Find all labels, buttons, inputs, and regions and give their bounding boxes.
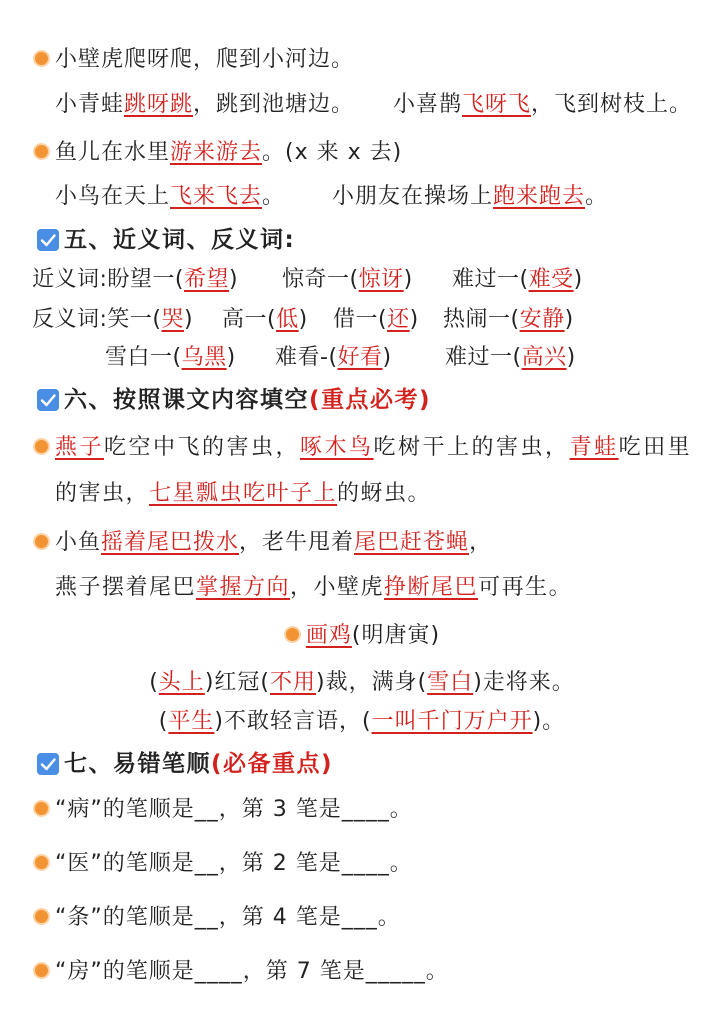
question-text xyxy=(55,905,401,930)
answer-text: 飞来飞去 xyxy=(170,184,263,209)
orange-dot-icon xyxy=(33,962,50,979)
answer-text: 还 xyxy=(387,307,410,332)
checkbox-checked-icon xyxy=(37,753,59,775)
text-line xyxy=(33,433,692,463)
answer-text: 掌握方向 xyxy=(196,575,291,600)
answer-text: 七星瓢虫吃叶子上 xyxy=(149,481,338,506)
text-run: “医”的笔顺是__，第 2 笔是____。 xyxy=(55,851,413,876)
answer-text: 高兴 xyxy=(521,345,567,370)
answer-text: 啄木鸟 xyxy=(300,435,374,460)
text-run: 燕子摆着尾巴 xyxy=(55,575,197,600)
text-run: 近义词:盼望一( xyxy=(32,267,184,292)
orange-dot-icon xyxy=(33,50,50,67)
answer-text: 不用 xyxy=(269,670,316,695)
stroke-order-question xyxy=(33,957,449,987)
text-run: 小喜鹊 xyxy=(393,92,463,117)
section-heading xyxy=(37,749,333,779)
orange-dot-icon xyxy=(33,854,50,871)
text-run: ) xyxy=(566,345,576,370)
line-text xyxy=(55,47,354,72)
text-run: ) xyxy=(573,267,583,292)
poem-title-text xyxy=(306,623,440,648)
answer-text: 画鸡 xyxy=(305,623,352,648)
text-run: 反义词:笑一( xyxy=(32,307,162,332)
answer-text: 游来游去 xyxy=(170,140,263,165)
antonym-pair xyxy=(333,305,419,335)
text-run: )红冠( xyxy=(204,670,270,695)
synonym-pair xyxy=(32,265,238,295)
text-run: ( xyxy=(149,670,159,695)
answer-text: 难受 xyxy=(528,267,574,292)
text-run: 吃树干上的害虫， xyxy=(373,435,570,460)
text-run: 高一( xyxy=(222,307,277,332)
text-run: “房”的笔顺是____，第 7 笔是_____。 xyxy=(55,959,449,984)
text-line xyxy=(33,138,402,168)
text-run: ，老牛甩着 xyxy=(239,530,355,555)
orange-dot-icon xyxy=(33,438,50,455)
poem-line xyxy=(0,707,724,737)
pair-text xyxy=(333,307,419,332)
pair-text xyxy=(32,267,238,292)
answer-text: 希望 xyxy=(184,267,230,292)
text-run: )。 xyxy=(532,709,566,734)
text-run: 吃田里 xyxy=(618,435,693,460)
antonym-pair xyxy=(275,343,392,373)
text-run: 难过一( xyxy=(445,345,522,370)
emphasis-text: (重点必考) xyxy=(309,387,432,413)
text-run: ) xyxy=(298,307,308,332)
line-text xyxy=(393,92,692,117)
answer-text: 跑来跑去 xyxy=(493,184,586,209)
answer-text: 尾巴赶苍蝇 xyxy=(354,530,470,555)
text-run: ，飞到树枝上。 xyxy=(531,92,693,117)
orange-dot-icon xyxy=(33,533,50,550)
line-text xyxy=(55,530,492,555)
answer-text: 一叫千门万户开 xyxy=(371,709,533,734)
heading-text xyxy=(64,227,295,253)
pair-text xyxy=(275,345,392,370)
poem-title xyxy=(0,621,724,651)
text-line xyxy=(332,182,608,212)
text-run: 可再生。 xyxy=(478,575,573,600)
text-run: ) xyxy=(403,267,413,292)
pair-text xyxy=(105,345,236,370)
text-run: 小鸟在天上 xyxy=(55,184,171,209)
answer-text: 摇着尾巴拨水 xyxy=(101,530,240,555)
text-run: 。 xyxy=(585,184,609,209)
text-run: 鱼儿在水里 xyxy=(55,140,171,165)
text-run: 。(x 来 x 去) xyxy=(262,140,403,165)
text-run: )裁，满身( xyxy=(316,670,428,695)
text-run: 借一( xyxy=(333,307,388,332)
line-text xyxy=(55,481,431,506)
text-run: 小鱼 xyxy=(55,530,102,555)
pair-text xyxy=(32,307,193,332)
text-line xyxy=(33,528,492,558)
orange-dot-icon xyxy=(33,908,50,925)
text-run: 小壁虎爬呀爬，爬到小河边。 xyxy=(55,47,355,72)
line-text xyxy=(332,184,608,209)
answer-text: 惊讶 xyxy=(358,267,404,292)
pair-text xyxy=(452,267,583,292)
text-run: 的蚜虫。 xyxy=(337,481,432,506)
text-run: 七、易错笔顺 xyxy=(64,751,211,777)
text-run: 五、近义词、反义词: xyxy=(64,227,296,253)
poem-line xyxy=(0,668,724,698)
text-line xyxy=(33,45,354,75)
question-text xyxy=(55,797,413,822)
text-run: 惊奇一( xyxy=(282,267,359,292)
answer-text: 平生 xyxy=(168,709,215,734)
orange-dot-icon xyxy=(33,143,50,160)
text-run: ) xyxy=(564,307,574,332)
answer-text: 头上 xyxy=(158,670,205,695)
emphasis-text: (必备重点) xyxy=(211,751,334,777)
antonym-pair xyxy=(443,305,574,335)
text-run: 难过一( xyxy=(452,267,529,292)
checkbox-checked-icon xyxy=(37,389,59,411)
answer-text: 好看 xyxy=(337,345,383,370)
question-text xyxy=(55,959,449,984)
pair-text xyxy=(445,345,576,370)
text-run: 吃空中飞的害虫， xyxy=(104,435,301,460)
answer-text: 低 xyxy=(276,307,299,332)
heading-text xyxy=(64,751,333,777)
line-text xyxy=(55,435,692,460)
pair-text xyxy=(282,267,413,292)
text-run: 六、按照课文内容填空 xyxy=(64,387,309,413)
answer-text: 青蛙 xyxy=(569,435,619,460)
text-run: (明唐寅) xyxy=(351,623,441,648)
text-run: ) xyxy=(409,307,419,332)
text-run: ) xyxy=(229,267,239,292)
text-run: 小朋友在操场上 xyxy=(332,184,494,209)
answer-text: 乌黑 xyxy=(181,345,227,370)
line-text xyxy=(55,184,285,209)
text-run: 热闹一( xyxy=(443,307,520,332)
answer-text: 雪白 xyxy=(427,670,474,695)
checkbox-checked-icon xyxy=(37,229,59,251)
answer-text: 安静 xyxy=(519,307,565,332)
text-run: ) xyxy=(226,345,236,370)
text-run: “病”的笔顺是__，第 3 笔是____。 xyxy=(55,797,413,822)
text-run: 的害虫， xyxy=(55,481,150,506)
text-line xyxy=(55,479,431,509)
text-run: ) xyxy=(382,345,392,370)
answer-text: 飞呀飞 xyxy=(462,92,532,117)
pair-text xyxy=(443,307,574,332)
orange-dot-icon xyxy=(33,800,50,817)
text-run: ) xyxy=(184,307,194,332)
antonym-pair xyxy=(222,305,308,335)
answer-text: 哭 xyxy=(161,307,185,332)
answer-text: 燕子 xyxy=(55,435,105,460)
line-text xyxy=(55,92,354,117)
antonym-pair xyxy=(105,343,236,373)
text-run: ，跳到池塘边。 xyxy=(193,92,355,117)
pair-text xyxy=(222,307,308,332)
antonym-pair xyxy=(445,343,576,373)
text-line xyxy=(55,182,285,212)
text-run: 。 xyxy=(262,184,286,209)
synonym-pair xyxy=(452,265,583,295)
text-line xyxy=(55,90,354,120)
stroke-order-question xyxy=(33,903,401,933)
poem-line-text xyxy=(159,709,565,734)
text-run: )不敢轻言语，( xyxy=(214,709,372,734)
answer-text: 挣断尾巴 xyxy=(384,575,479,600)
stroke-order-question xyxy=(33,795,413,825)
line-text xyxy=(55,575,572,600)
section-heading xyxy=(37,225,295,255)
text-line xyxy=(393,90,692,120)
question-text xyxy=(55,851,413,876)
text-run: “条”的笔顺是__，第 4 笔是___。 xyxy=(55,905,401,930)
text-run: 小青蛙 xyxy=(55,92,125,117)
text-line xyxy=(55,573,572,603)
text-run: ( xyxy=(158,709,169,734)
orange-dot-icon xyxy=(284,626,301,643)
poem-line-text xyxy=(149,670,575,695)
section-heading xyxy=(37,385,431,415)
text-run: 雪白一( xyxy=(105,345,182,370)
antonym-pair xyxy=(32,305,193,335)
text-run: 难看-( xyxy=(275,345,338,370)
answer-text: 跳呀跳 xyxy=(124,92,194,117)
line-text xyxy=(55,140,402,165)
stroke-order-question xyxy=(33,849,413,879)
heading-text xyxy=(64,387,431,413)
text-run: )走将来。 xyxy=(473,670,575,695)
text-run: ，小壁虎 xyxy=(290,575,385,600)
synonym-pair xyxy=(282,265,413,295)
text-run: ， xyxy=(469,530,493,555)
